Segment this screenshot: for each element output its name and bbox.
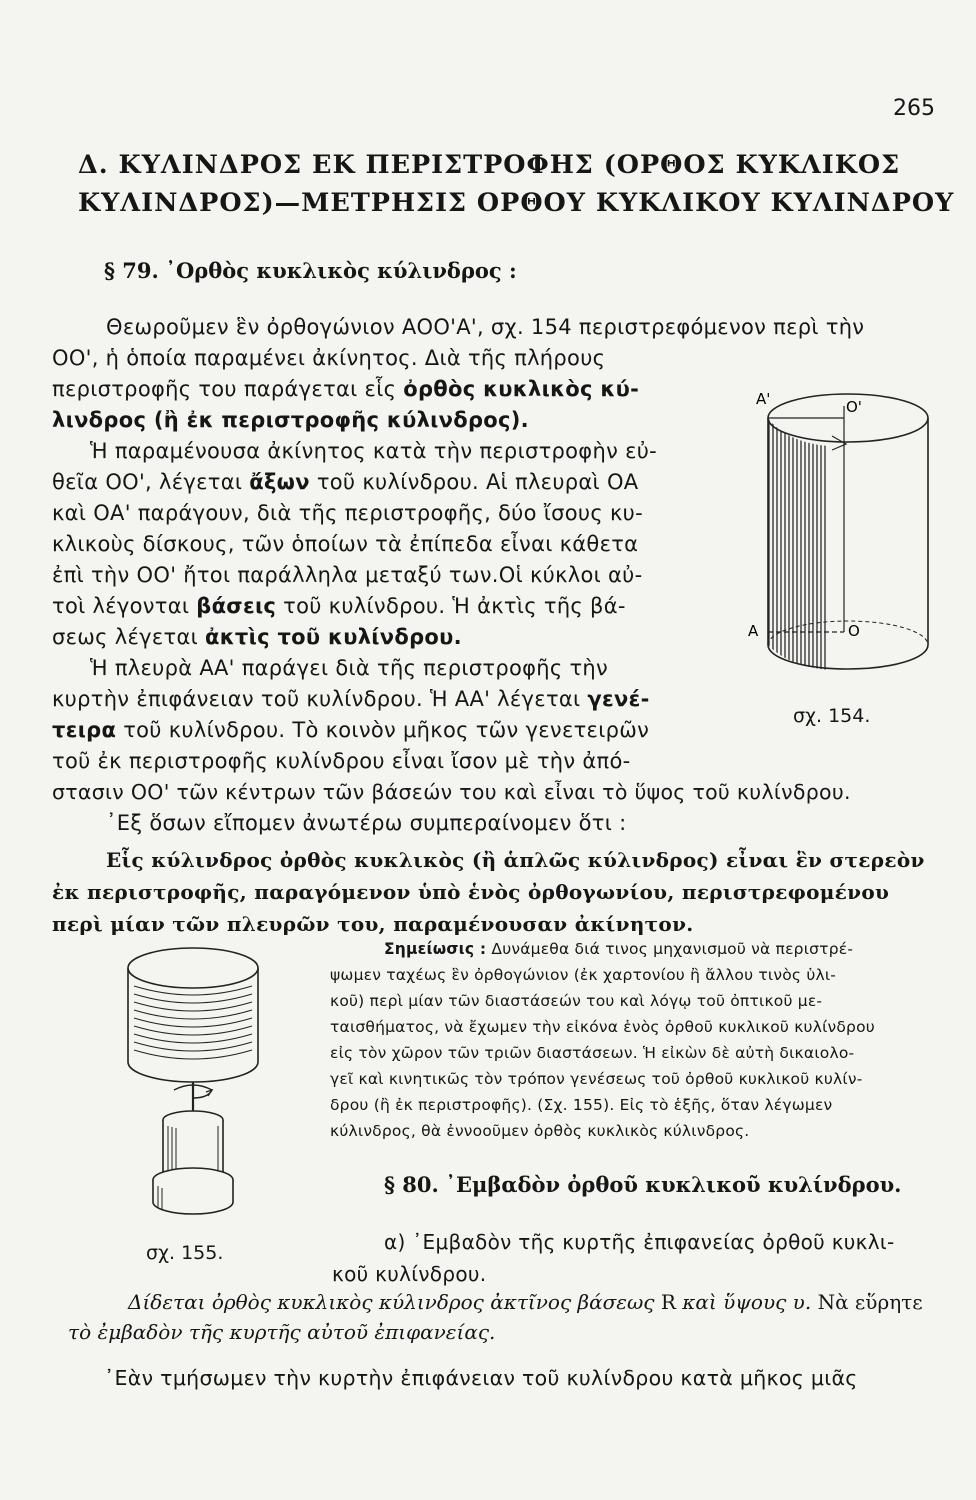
text-line: θεῖα ΟΟ', λέγεται ἄξων τοῦ κυλίνδρου. Αἱ πλευραὶ ΟΑ [52,470,639,494]
term-teira: τειρα [52,718,117,742]
text-line: Θεωροῦμεν ἓν ὀρθογώνιον ΑΟΟ'Α', σχ. 154 περιστρεφόμενον περὶ τὴν [106,315,865,339]
note-line: εἰς τὸν χῶρον τῶν τριῶν διαστάσεων. Ἡ εἰκὼν δὲ αὐτὴ δικαιολο- [330,1044,855,1062]
text-line: καὶ ΟΑ' παράγουν, διὰ τῆς περιστροφῆς, δύο ἴσους κυ- [52,501,643,525]
term-aktis: ἀκτὶς τοῦ κυλίνδρου. [204,625,462,649]
text-line: λινδρος (ἢ ἐκ περιστροφῆς κύλινδρος). [52,408,529,432]
label-O-prime: Ο' [846,398,862,416]
text-line: ᾿Εξ ὅσων εἴπομεν ἀνωτέρω συμπεραίνομεν ὅτι : [106,811,627,835]
note-line: δρου (ἢ ἐκ περιστροφῆς). (Σχ. 155). Εἰς τὸ ἑξῆς, ὅταν λέγωμεν [330,1096,833,1114]
figure-155-caption: σχ. 155. [146,1242,224,1264]
text-line: Ἡ πλευρὰ ΑΑ' παράγει διὰ τῆς περιστροφῆς τὴν [90,656,609,680]
text-line: τειρα τοῦ κυλίνδρου. Τὸ κοινὸν μῆκος τῶν γενετειρῶν [52,718,650,742]
section-80-number: § 80. [384,1172,439,1197]
problem-statement-line-1: Δίδεται ὀρθὸς κυκλικὸς κύλινδρος ἀκτῖνος βάσεως R καὶ ὕψους υ. Νὰ εὕρητε [128,1290,923,1314]
subsection-a-line-1: α) ᾿Εμβαδὸν τῆς κυρτῆς ἐπιφανείας ὀρθοῦ κυκλι- [384,1230,895,1254]
definition-line-2: ἐκ περιστροφῆς, παραγόμενον ὑπὸ ἑνὸς ὀρθογωνίου, περιστρεφομένου [52,880,890,904]
note-line: ψωμεν ταχέως ἓν ὀρθογώνιον (ἐκ χαρτονίου ἢ ἄλλου τινὸς ὑλι- [330,966,837,984]
section-79-title: ᾿Ορθὸς κυκλικὸς κύλινδρος : [165,258,517,283]
label-A: Α [748,622,759,640]
note-line: κύλινδρος, θὰ ἐννοοῦμεν ὀρθὸς κυκλικὸς κύλινδρος. [330,1122,750,1140]
chapter-title-line-2: ΚΥΛΙΝΔΡΟΣ)—ΜΕΤΡΗΣΙΣ ΟΡΘΟΥ ΚΥΚΛΙΚΟΥ ΚΥΛΙΝΔΡΟΥ [78,188,955,218]
text-line: Ἡ παραμένουσα ἀκίνητος κατὰ τὴν περιστροφὴν εὐ- [90,439,658,463]
figure-155-rotating-device [118,940,268,1235]
term-baseis: βάσεις [196,594,277,618]
text-line: τοὶ λέγονται βάσεις τοῦ κυλίνδρου. Ἡ ἀκτὶς τῆς βά- [52,594,626,618]
label-O: Ο [848,622,860,640]
section-80-title: ᾿Εμβαδὸν ὀρθοῦ κυκλικοῦ κυλίνδρου. [445,1172,902,1197]
section-80-heading [384,1172,901,1197]
text-line: σεως λέγεται ἀκτὶς τοῦ κυλίνδρου. [52,625,462,649]
text-line: περιστροφῆς του παράγεται εἷς ὀρθὸς κυκλικὸς κύ- [52,377,640,401]
text-line: στασιν ΟΟ' τῶν κέντρων τῶν βάσεών του καὶ εἶναι τὸ ὕψος τοῦ κυλίνδρου. [52,780,851,804]
term-genetera: γενέ- [587,687,650,711]
label-A-prime: Α' [756,390,771,408]
symbol-R: R [660,1290,676,1314]
chapter-title-line-1: Δ. ΚΥΛΙΝΔΡΟΣ ΕΚ ΠΕΡΙΣΤΡΟΦΗΣ (ΟΡΘΟΣ ΚΥΚΛΙΚΟΣ [78,150,901,180]
text-line: κλικοὺς δίσκους, τῶν ὁποίων τὰ ἐπίπεδα εἶναι κάθετα [52,532,639,556]
motor-base [153,1180,233,1214]
note-line: κοῦ) περὶ μίαν τῶν διαστάσεών του καὶ λόγῳ τοῦ ὀπτικοῦ με- [330,992,823,1010]
problem-statement-line-2: τὸ ἐμβαδὸν τῆς κυρτῆς αὐτοῦ ἐπιφανείας. [68,1320,496,1344]
note-line: ταισθήματος, νὰ ἔχωμεν τὴν εἰκόνα ἑνὸς ὀρθοῦ κυκλικοῦ κυλίνδρου [330,1018,875,1036]
text-line: ΟΟ', ἡ ὁποία παραμένει ἀκίνητος. Διὰ τῆς πλήρους [52,346,606,370]
section-79-heading [104,258,517,283]
page-number: 265 [893,96,935,121]
text-line: ᾿Εὰν τμήσωμεν τὴν κυρτὴν ἐπιφάνειαν τοῦ κυλίνδρου κατὰ μῆκος μιᾶς [104,1366,858,1390]
figure-154-cylinder [736,370,936,700]
spinning-cylinder-top [128,948,258,988]
text-line: ἐπὶ τὴν ΟΟ' ἤτοι παράλληλα μεταξύ των.Οἱ κύκλοι αὐ- [52,563,643,587]
term-orthos-kyklikos: ὀρθὸς κυκλικὸς κύ- [403,377,640,401]
term-axon: ἄξων [249,470,310,494]
note-label: Σημείωσις : [384,940,487,958]
text-line: τοῦ ἐκ περιστροφῆς κυλίνδρου εἶναι ἴσον μὲ τὴν ἀπό- [52,749,631,773]
note-line: γεῖ καὶ κινητικῶς τὸν τρόπον γενέσεως τοῦ ὀρθοῦ κυκλικοῦ κυλίν- [330,1070,863,1088]
text-line: κυρτὴν ἐπιφάνειαν τοῦ κυλίνδρου. Ἡ ΑΑ' λέγεται γενέ- [52,687,650,711]
note-line: Σημείωσις : Δυνάμεθα διά τινος μηχανισμοῦ νὰ περιστρέ- [384,940,854,958]
definition-line-3: περὶ μίαν τῶν πλευρῶν του, παραμένουσαν ἀκίνητον. [52,912,694,936]
subsection-a-line-2: κοῦ κυλίνδρου. [332,1262,487,1286]
section-79-number: § 79. [104,258,159,283]
figure-154-caption: σχ. 154. [793,705,871,727]
definition-line-1: Εἷς κύλινδρος ὀρθὸς κυκλικὸς (ἢ ἁπλῶς κύλινδρος) εἶναι ἓν στερεὸν [106,848,925,872]
